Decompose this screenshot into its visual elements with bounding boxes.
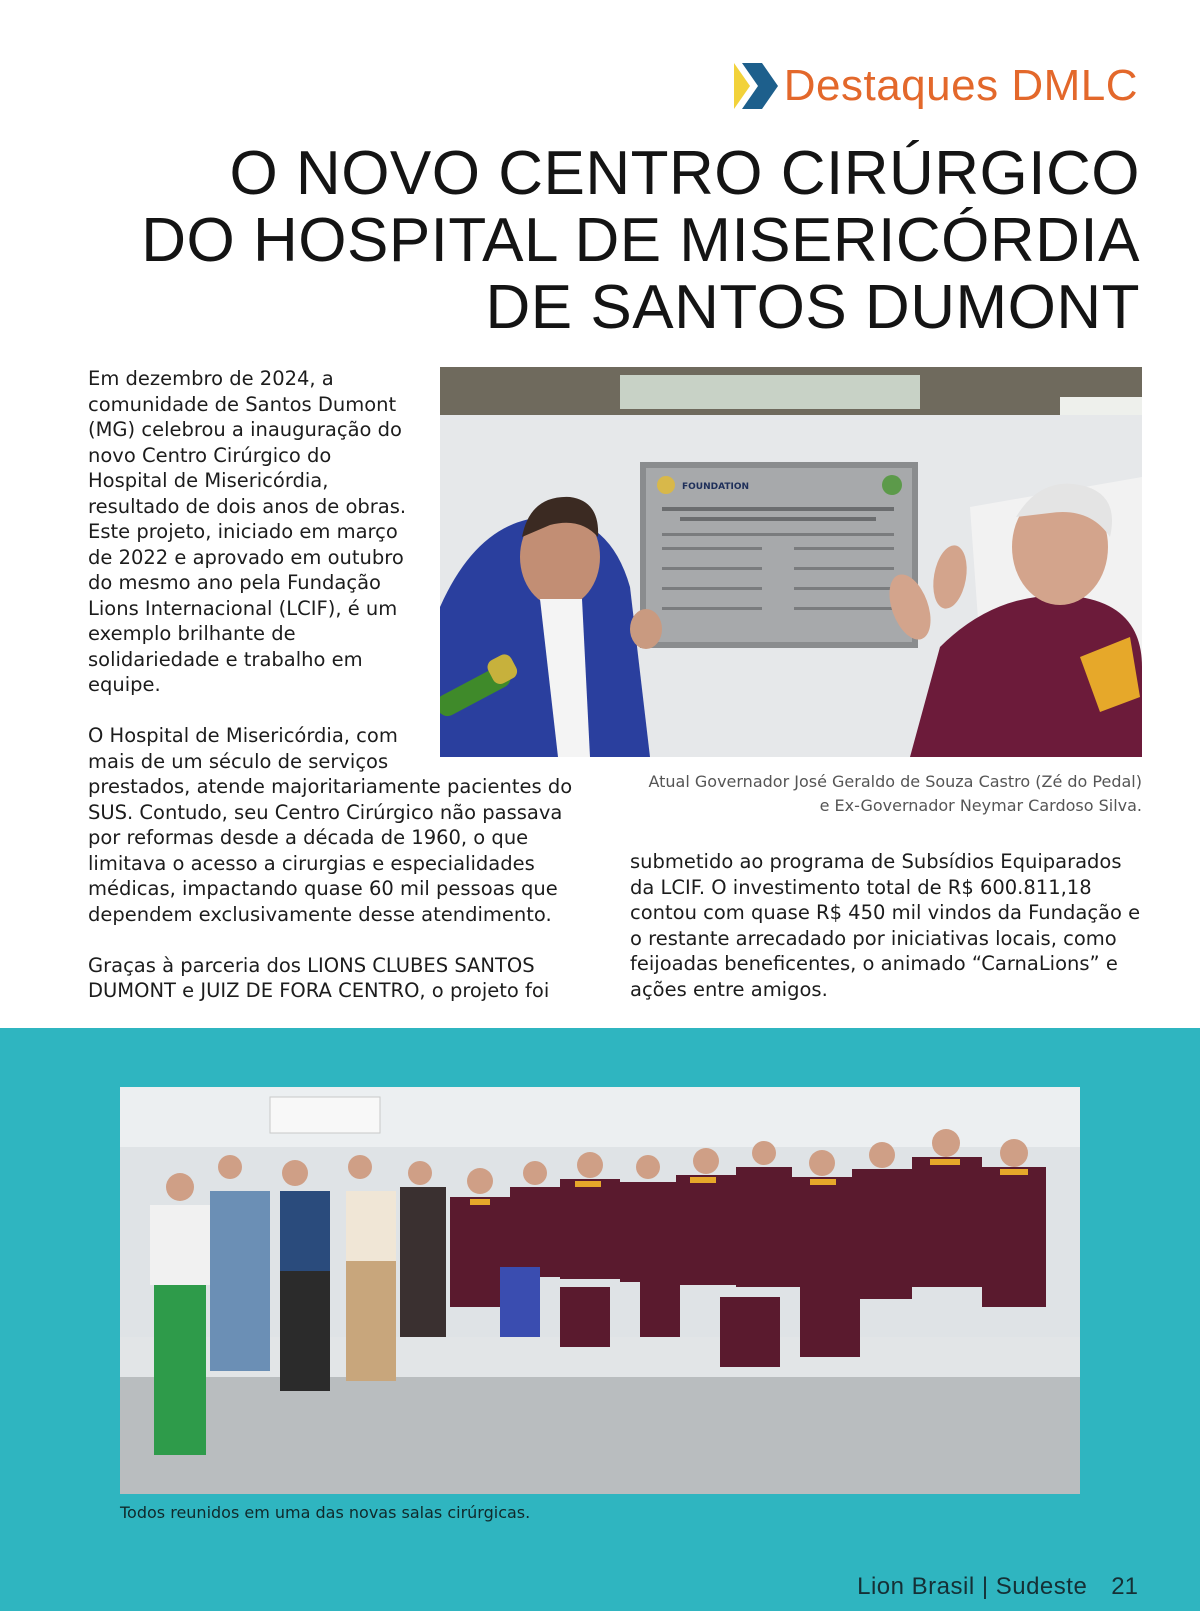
page-number: 21	[1111, 1573, 1138, 1600]
article-body-column-2: submetido ao programa de Subsídios Equiparados da LCIF. O investimento total de R$ 600.811,18 contou com quase R$ 450 mil vindos da Fundação e o restante arrecadado por iniciativas locais, como feijoadas beneficentes, o animado “CarnaLions” e ações entre amigos.	[630, 850, 1141, 1001]
plaque-foundation-text: FOUNDATION	[682, 482, 750, 492]
article-paragraph-start: O Hospital de Misericórdia, com mais de um século de serviços	[88, 724, 398, 773]
photo-caption-1	[582, 770, 1142, 818]
plaque-unveiling-photo	[440, 367, 1142, 757]
group-photo	[120, 1087, 1080, 1494]
article-paragraph: Em dezembro de 2024, a comunidade de Santos Dumont (MG) celebrou a inauguração do novo Centro Cirúrgico do Hospital de Misericórdia, resultado de dois anos de obras. Este projeto, iniciado em março de 2022 e aprovado em outubro do mesmo ano pela Fundação Lions Internacional (LCIF), é um exemplo brilhante de solidariedade e trabalho em equipe.	[88, 367, 407, 696]
caption-line-2: e Ex-Governador Neymar Cardoso Silva.	[819, 796, 1142, 815]
article-paragraph-continued: prestados, atende majoritariamente pacientes do SUS. Contudo, seu Centro Cirúrgico não passava por reformas desde a década de 1960, o que limitava o acesso a cirurgias e especialidades médicas, impactando quase 60 mil pessoas que dependem exclusivamente desse atendimento.	[88, 775, 573, 926]
title-line-3: DE SANTOS DUMONT	[485, 273, 1140, 342]
section-tag	[732, 58, 1138, 114]
page-footer	[857, 1573, 1138, 1601]
photo-caption-2: Todos reunidos em uma das novas salas cirúrgicas.	[120, 1503, 531, 1522]
chevron-arrow-icon	[732, 61, 778, 111]
caption-line-1: Atual Governador José Geraldo de Souza Castro (Zé do Pedal)	[648, 772, 1142, 791]
article-paragraph: Graças à parceria dos LIONS CLUBES SANTOS DUMONT e JUIZ DE FORA CENTRO, o projeto foi	[88, 953, 550, 1002]
article-title	[80, 140, 1140, 341]
title-line-1: O NOVO CENTRO CIRÚRGICO	[229, 139, 1140, 208]
publication-name: Lion Brasil | Sudeste	[857, 1573, 1088, 1600]
section-label: Destaques DMLC	[783, 61, 1138, 110]
title-line-2: DO HOSPITAL DE MISERICÓRDIA	[141, 206, 1140, 275]
